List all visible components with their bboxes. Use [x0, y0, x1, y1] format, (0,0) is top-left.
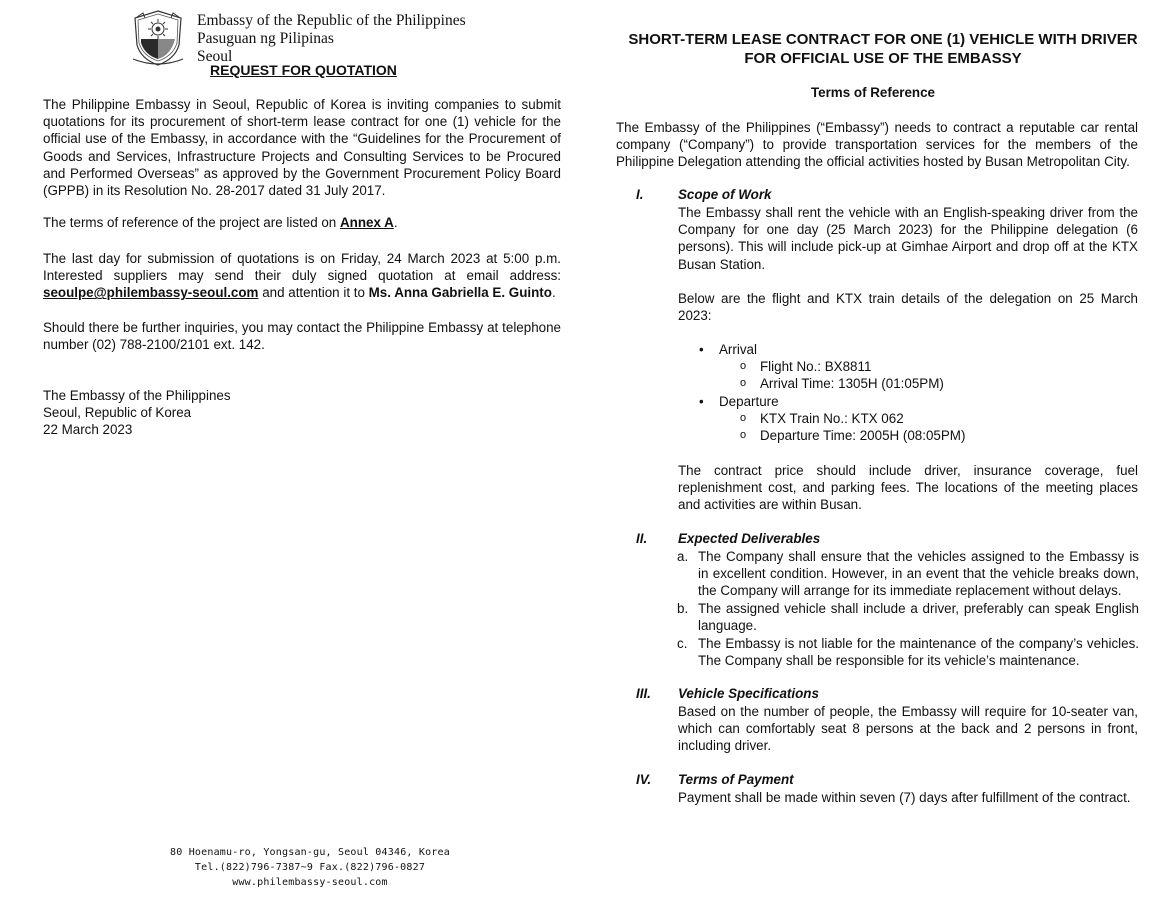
section-3-number: III.	[636, 686, 651, 701]
submission-mid: and attention it to	[258, 285, 369, 301]
section-1-number: I.	[636, 187, 644, 202]
contact-name: Ms. Anna Gabriella E. Guinto	[368, 285, 552, 301]
deliverable-label: b.	[677, 601, 689, 616]
embassy-name-filipino: Pasuguan ng Pilipinas	[197, 30, 334, 47]
inquiries-paragraph: Should there be further inquiries, you may contact the Philippine Embassy at telephone number (02) 788-2100/2101 ext. 142.	[43, 320, 561, 353]
closing-embassy: The Embassy of the Philippines	[43, 388, 231, 403]
email-link[interactable]: seoulpe@philembassy-seoul.com	[43, 285, 259, 301]
section-1-heading: Scope of Work	[678, 187, 772, 202]
footer-address: 80 Hoenamu-ro, Yongsan-gu, Seoul 04346, Korea	[170, 847, 450, 858]
rfq-title: REQUEST FOR QUOTATION	[210, 62, 397, 78]
section-3-heading: Vehicle Specifications	[678, 686, 819, 701]
submission-paragraph	[43, 250, 561, 302]
sub-bullet-icon: o	[740, 377, 747, 389]
embassy-seal-icon	[131, 9, 185, 67]
section-1-text3: The contract price should include driver, insurance coverage, fuel replenishment cost, and parking fees. The locations of the meeting places and activities are within Busan.	[678, 463, 1138, 513]
deliverable-label: c.	[677, 636, 688, 651]
bullet-icon: •	[699, 342, 704, 357]
train-number: KTX Train No.: KTX 062	[760, 411, 904, 426]
right-page	[582, 0, 1164, 910]
flight-number: Flight No.: BX8811	[760, 359, 872, 374]
section-3-text: Based on the number of people, the Embassy will require for 10-seater van, which can comfortably seat 8 persons at the back and 2 persons in front, including driver.	[678, 704, 1138, 754]
section-2-heading: Expected Deliverables	[678, 531, 821, 546]
invitation-paragraph: The Philippine Embassy in Seoul, Republic of Korea is inviting companies to submit quotations for its procurement of short-term lease contract for one (1) vehicle for the official use of the Embassy, in accordance with the “Guidelines for the Procurement of Goods and Services, Infrastructure Projects and Consulting Services to be Procured and Performed Overseas” as approved by the Government Procurement Policy Board (GPPB) in its Resolution No. 28-2017 dated 31 July 2017.	[43, 97, 561, 199]
annex-suffix: .	[393, 215, 398, 230]
section-2-number: II.	[636, 531, 648, 546]
tor-subtitle: Terms of Reference	[810, 85, 936, 100]
deliverable-text: The Embassy is not liable for the maintenance of the company’s vehicles. The Company shall be responsible for its vehicle’s maintenance.	[698, 636, 1139, 669]
closing-date: 22 March 2023	[43, 422, 133, 437]
section-4-number: IV.	[636, 772, 652, 787]
embassy-city: Seoul	[197, 48, 233, 65]
tor-intro: The Embassy of the Philippines (“Embassy”) needs to contract a reputable car rental company (“Company”) to provide transportation services for the members of the Philippine Delegation attending the official activities hosted by Busan Metropolitan City.	[616, 120, 1138, 170]
footer-website: www.philembassy-seoul.com	[232, 877, 388, 888]
section-4-text: Payment shall be made within seven (7) days after fulfillment of the contract.	[678, 790, 1131, 805]
departure-time: Departure Time: 2005H (08:05PM)	[760, 428, 966, 443]
embassy-name: Embassy of the Republic of the Philippines	[197, 12, 466, 29]
annex-prefix: The terms of reference of the project are listed on	[43, 215, 340, 230]
deliverable-item-c	[677, 635, 1139, 670]
annex-link: Annex A	[339, 215, 394, 230]
submission-text: The last day for submission of quotations is on Friday, 24 March 2023 at 5:00 p.m. Interested suppliers may send their duly signed quotation at email address:	[43, 251, 561, 284]
section-4-heading: Terms of Payment	[678, 772, 794, 787]
tor-title: SHORT-TERM LEASE CONTRACT FOR ONE (1) VEHICLE WITH DRIVER FOR OFFICIAL USE OF THE EMBASSY	[628, 31, 1138, 67]
arrival-time: Arrival Time: 1305H (01:05PM)	[760, 376, 944, 391]
closing-location: Seoul, Republic of Korea	[43, 405, 192, 420]
deliverable-text: The Company shall ensure that the vehicles assigned to the Embassy is in excellent condition. However, in an event that the vehicle breaks down, the Company will arrange for its immediate replacement without delays.	[698, 549, 1139, 599]
deliverable-text: The assigned vehicle shall include a driver, preferably can speak English language.	[698, 601, 1139, 634]
departure-label: Departure	[719, 394, 779, 409]
section-1-text: The Embassy shall rent the vehicle with an English-speaking driver from the Company for one day (25 March 2023) for the Philippine delegation (6 persons). This will include pick-up at Gimhae Airport and drop off at the KTX Busan Station.	[678, 205, 1138, 272]
arrival-label: Arrival	[719, 342, 757, 357]
section-1-text2: Below are the flight and KTX train details of the delegation on 25 March 2023:	[678, 291, 1138, 324]
annex-paragraph	[43, 214, 561, 231]
sub-bullet-icon: o	[740, 412, 747, 424]
deliverable-item-a	[677, 548, 1139, 600]
deliverable-label: a.	[677, 549, 689, 564]
bullet-icon: •	[699, 394, 704, 409]
footer-phone: Tel.(822)796-7387~9 Fax.(822)796-0827	[194, 862, 426, 873]
deliverable-item-b	[677, 600, 1139, 635]
submission-end: .	[551, 285, 556, 301]
sub-bullet-icon: o	[740, 429, 747, 441]
sub-bullet-icon: o	[740, 360, 747, 372]
